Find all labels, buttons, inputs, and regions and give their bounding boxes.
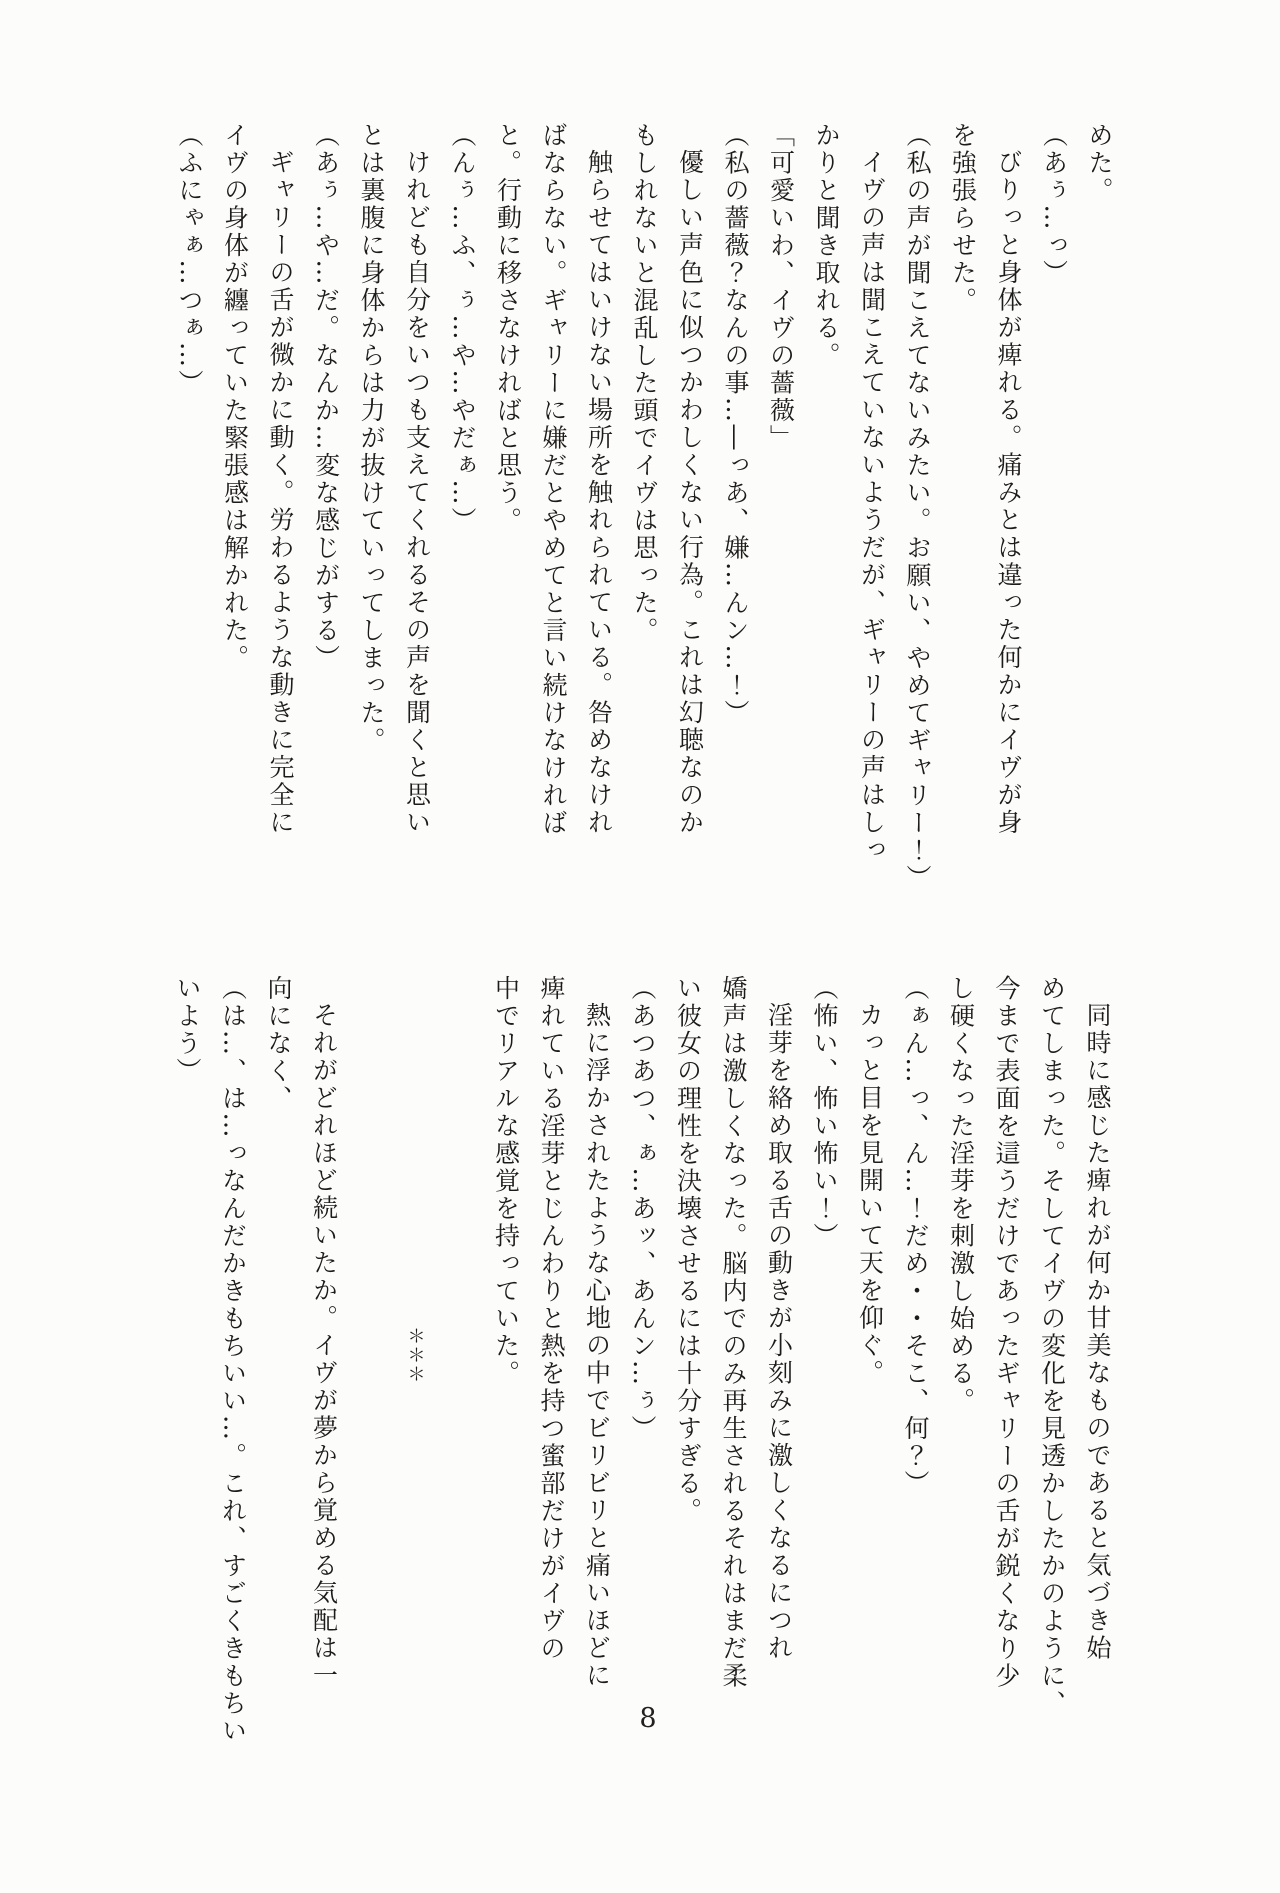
text-column: イヴの声は聞こえていないようだが、ギャリーの声はしっ xyxy=(857,149,887,864)
text-column: イヴの身体が纏っていた緊張感は解かれた。 xyxy=(220,122,250,672)
text-column: （ぁん…っ、ん…！だめ・・そこ、何？） xyxy=(901,975,930,1498)
text-column: 熱に浮かされたような心地の中でビリビリと痛いほどに xyxy=(582,1002,612,1690)
text-column xyxy=(347,975,393,1745)
text-column: 嬌声は激しくなった。脳内でのみ再生されるそれはまだ柔 xyxy=(719,975,748,1690)
text-column: （私の声が聞こえてないみたい。お願い、やめてギャリー！） xyxy=(903,122,932,892)
text-column: 「可愛いわ、イヴの薔薇」 xyxy=(766,122,796,452)
text-column xyxy=(438,975,484,1745)
text-column: ギャリーの舌が微かに動く。労わるような動きに完全に xyxy=(266,149,295,837)
text-column: もしれないと混乱した頭でイヴは思った。 xyxy=(630,122,659,645)
text-column: かりと聞き取れる。 xyxy=(812,122,841,370)
text-column: けれども自分をいつも支えてくれるその声を聞くと思い xyxy=(402,149,432,837)
text-column: びりっと身体が痺れる。痛みとは違った何かにイヴが身 xyxy=(994,149,1023,837)
text-column: 痺れている淫芽とじんわりと熱を持つ蜜部だけがイヴの xyxy=(537,975,566,1663)
text-column: 中でリアルな感覚を持っていた。 xyxy=(491,975,521,1388)
text-column: 触らせてはいけない場所を触れられている。咎めなけれ xyxy=(584,149,614,837)
text-column: （怖い、怖い怖い！） xyxy=(810,975,839,1250)
text-column: 淫芽を絡め取る舌の動きが小刻みに激しくなるにつれ xyxy=(764,1002,794,1662)
text-column: を強張らせた。 xyxy=(948,122,978,315)
text-column: カっと目を見開いて天を仰ぐ。 xyxy=(855,1002,885,1387)
text-column: し硬くなった淫芽を刺激し始める。 xyxy=(946,975,976,1415)
page-number: 8 xyxy=(639,1703,657,1734)
upper-text-block xyxy=(167,122,1123,892)
text-column: それがどれほど続いたか。イヴが夢から覚める気配は一 xyxy=(309,1002,339,1690)
text-column: めた。 xyxy=(1085,122,1114,205)
text-column: （は…、は…っなんだかきもちいい…。これ、すごくきもちい xyxy=(218,975,248,1745)
text-column: いよう） xyxy=(173,975,202,1085)
text-column: 同時に感じた痺れが何か甘美なものであると気づき始 xyxy=(1083,1002,1112,1662)
section-divider: ＊＊＊ xyxy=(404,1327,426,1384)
text-column: 今まで表面を這うだけであったギャリーの舌が鋭くなり少 xyxy=(992,975,1021,1690)
text-column: ばならない。ギャリーに嫌だとやめてと言い続けなければ xyxy=(539,122,568,837)
text-column: 向になく、 xyxy=(264,975,293,1113)
text-column: （ふにゃぁ…つぁ…） xyxy=(175,122,204,397)
text-column: （あぅ…っ） xyxy=(1039,122,1069,287)
text-column: とは裏腹に身体からは力が抜けていってしまった。 xyxy=(357,122,386,755)
text-column: （あぅ…や…だ。なんか…変な感じがする） xyxy=(311,122,341,672)
text-column: （私の薔薇？なんの事…―っあ、嫌…んン…！） xyxy=(721,122,750,727)
text-column: めてしまった。そしてイヴの変化を見透かしたかのように、 xyxy=(1037,975,1067,1718)
text-column: （んぅ…ふ、ぅ…や…やだぁ…） xyxy=(448,122,477,535)
text-column: い彼女の理性を決壊させるには十分すぎる。 xyxy=(673,975,703,1525)
lower-text-block xyxy=(165,975,1121,1745)
text-column: 優しい声色に似つかわしくない行為。これは幻聴なのか xyxy=(675,149,705,837)
text-column: と。行動に移さなければと思う。 xyxy=(493,122,523,535)
text-column: （あつあつ、ぁ…あッ、あんン…ぅ） xyxy=(628,975,657,1443)
